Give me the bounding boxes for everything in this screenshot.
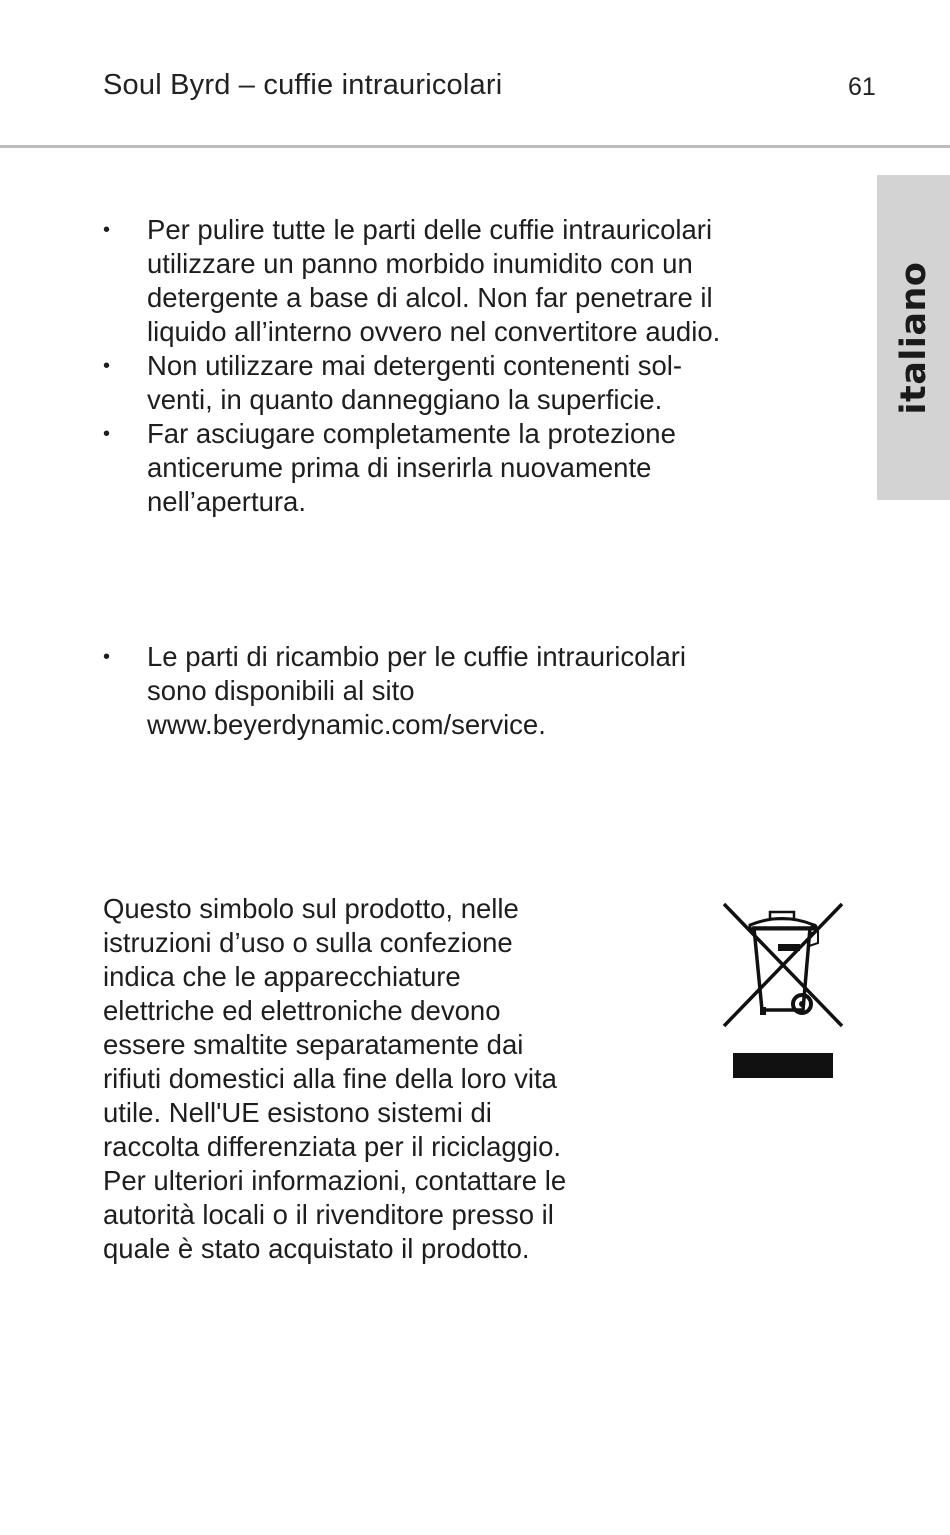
list-item-text (147, 213, 843, 349)
bin-foot (760, 1007, 766, 1015)
header-divider (0, 145, 950, 148)
text-line: liquido all’interno ovvero nel convertitore audio. (147, 316, 721, 347)
text-line: sono disponibili al sito (147, 675, 415, 706)
language-tab (877, 175, 950, 500)
text-line: venti, in quanto danneggiano la superficie. (147, 384, 663, 415)
text-line: istruzioni d’uso o sulla confezione (103, 927, 513, 958)
bin-handle (770, 912, 794, 919)
list-item (103, 349, 843, 417)
bin-body (754, 928, 810, 1010)
text-line: indica che le apparecchiature (103, 961, 461, 992)
text-line: Far asciugare completamente la protezione (147, 418, 676, 449)
language-tab-label: italiano (893, 261, 934, 414)
bullet-icon: • (103, 423, 111, 445)
text-line: essere smaltite separatamente dai (103, 1029, 524, 1060)
wheel-hub (799, 1001, 805, 1007)
bullet-icon: • (103, 219, 111, 241)
text-line: rifiuti domestici alla fine della loro vita (103, 1063, 557, 1094)
text-line: Per ulteriori informazioni, contattare le (103, 1165, 567, 1196)
list-item (103, 640, 843, 742)
weee-bar (733, 1053, 833, 1078)
service-url: www.beyerdynamic.com/service. (147, 709, 546, 740)
spare-parts-list (103, 640, 843, 742)
list-item (103, 213, 843, 349)
bullet-icon: • (103, 355, 111, 377)
text-line: utilizzare un panno morbido inumidito con un (147, 248, 693, 279)
document-title: Soul Byrd – cuffie intrauricolari (103, 69, 503, 101)
text-line: Per pulire tutte le parti delle cuffie intrauricolari (147, 214, 713, 245)
text-line: quale è stato acquistato il prodotto. (103, 1233, 530, 1264)
text-line: autorità locali o il rivenditore presso il (103, 1199, 554, 1230)
disposal-paragraph (103, 892, 683, 1266)
text-line: Questo simbolo sul prodotto, nelle (103, 893, 519, 924)
list-item-text (147, 417, 843, 519)
list-item (103, 417, 843, 519)
list-item-text (147, 640, 843, 742)
text-line: Non utilizzare mai detergenti contenenti sol- (147, 350, 683, 381)
text-line: elettriche ed elettroniche devono (103, 995, 501, 1026)
text-line: anticerume prima di inserirla nuovamente (147, 452, 652, 483)
page-number: 61 (848, 73, 876, 101)
list-item-text (147, 349, 843, 417)
text-line: detergente a base di alcol. Non far penetrare il (147, 282, 713, 313)
crossed-out-wheelie-bin-icon (718, 898, 848, 1083)
text-line: Le parti di ricambio per le cuffie intrauricolari (147, 641, 687, 672)
cleaning-instructions-list (103, 213, 843, 519)
text-line: raccolta differenziata per il riciclaggio. (103, 1131, 562, 1162)
text-line: nell’apertura. (147, 486, 306, 517)
text-line: utile. Nell'UE esistono sistemi di (103, 1097, 492, 1128)
bullet-icon: • (103, 646, 111, 668)
